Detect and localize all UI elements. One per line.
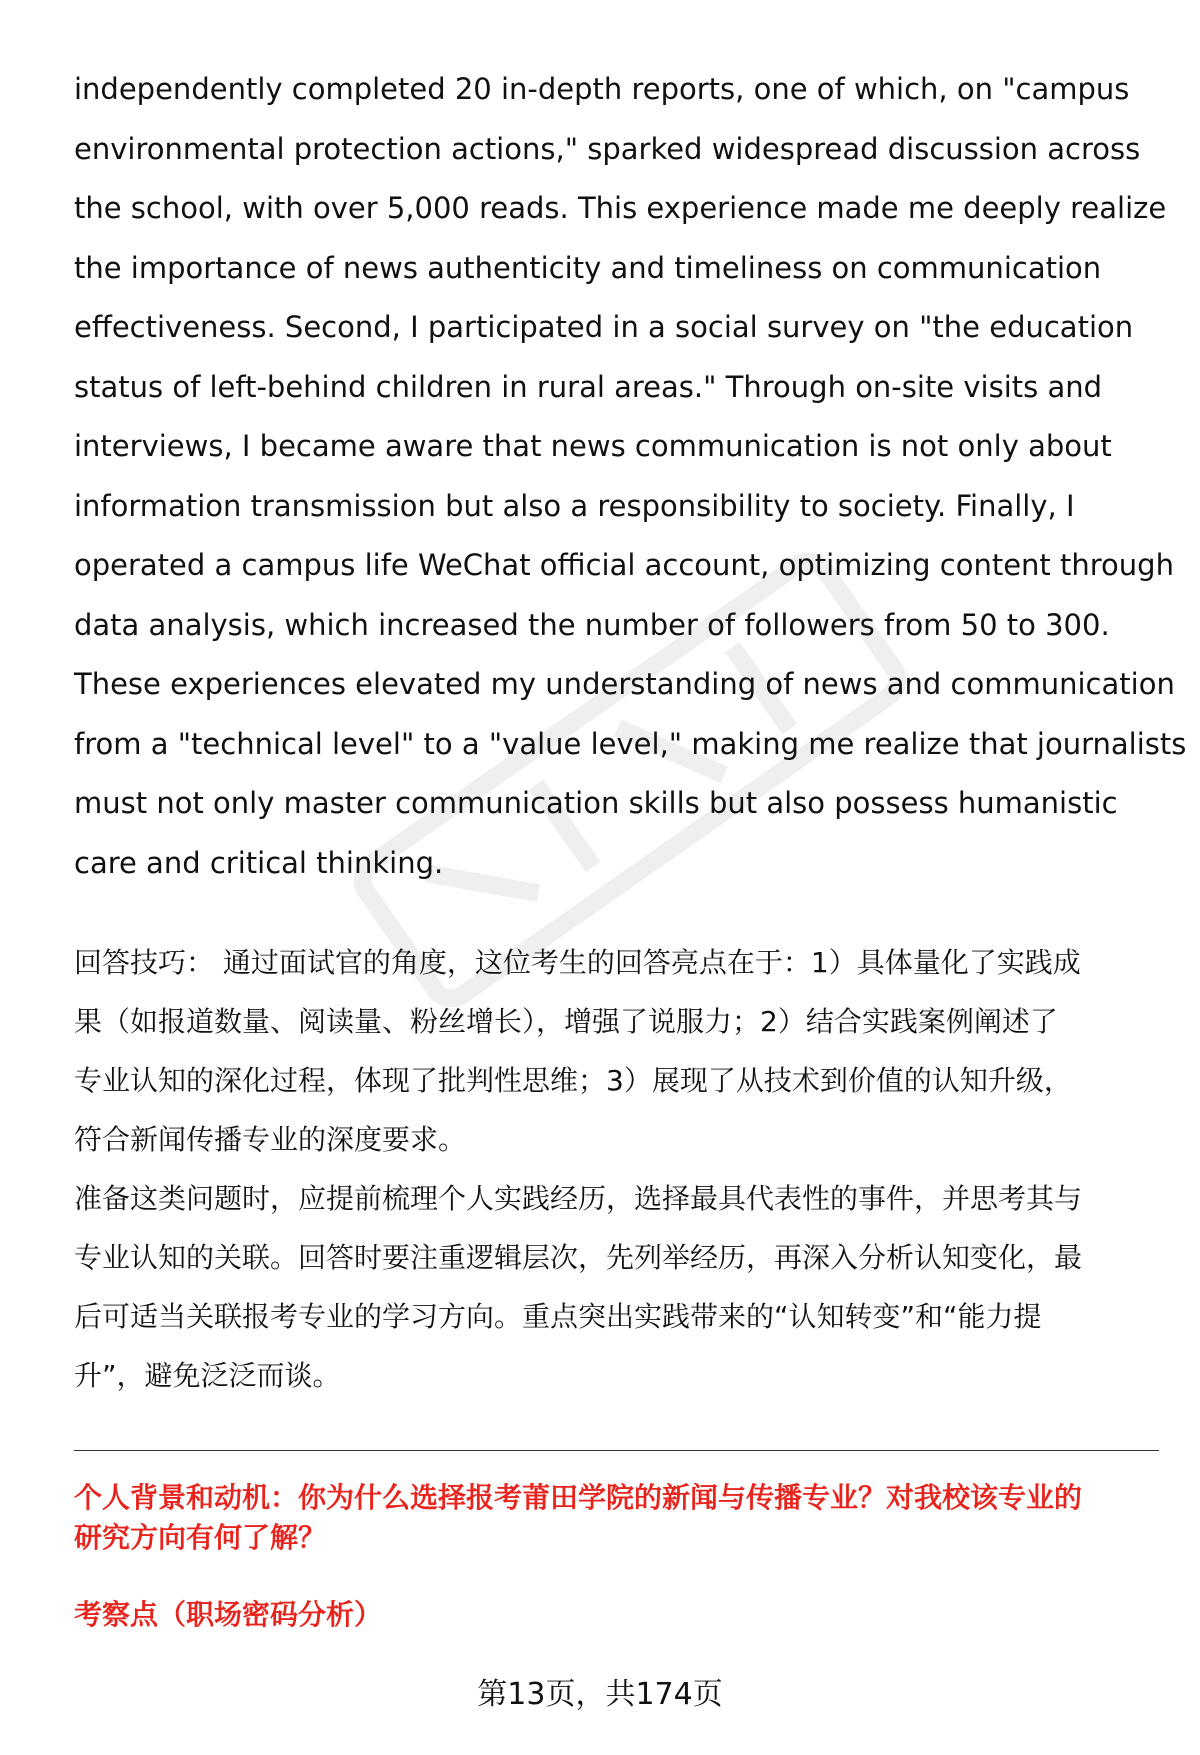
body-line: data analysis, which increased the number of followers from 50 to 300. (74, 607, 1110, 642)
section-heading: 考察点（职场密码分析） (74, 1598, 383, 1631)
interview-question (74, 1478, 1159, 1558)
tips-line: 专业认知的深化过程，体现了批判性思维；3）展现了从技术到价值的认知升级， (74, 1064, 1072, 1097)
question-line: 个人背景和动机：你为什么选择报考莆田学院的新闻与传播专业？对我校该专业的 (74, 1481, 1083, 1514)
tips-line: 专业认知的关联。回答时要注重逻辑层次，先列举经历，再深入分析认知变化，最 (74, 1241, 1083, 1274)
answer-tips-block (74, 933, 1159, 1405)
body-line: care and critical thinking. (74, 845, 444, 880)
tips-line: 果（如报道数量、阅读量、粉丝增长），增强了说服力；2）结合实践案例阐述了 (74, 1005, 1058, 1038)
section-divider (74, 1450, 1159, 1451)
body-line: the school, with over 5,000 reads. This experience made me deeply realize (74, 191, 1167, 225)
body-line: from a "technical level" to a "value level," making me realize that journalists (74, 726, 1187, 761)
body-line: interviews, I became aware that news communication is not only about (74, 429, 1112, 463)
question-line: 研究方向有何了解？ (74, 1521, 327, 1554)
body-line: status of left-behind children in rural areas." Through on-site visits and (74, 369, 1103, 404)
page-number: 第13页，共174页 (477, 1677, 723, 1712)
tips-line: 回答技巧： 通过面试官的角度，这位考生的回答亮点在于：1）具体量化了实践成 (74, 946, 1081, 979)
document-page (74, 60, 1187, 1405)
tips-line: 后可适当关联报考专业的学习方向。重点突出实践带来的“认知转变”和“能力提 (74, 1300, 1042, 1333)
answer-body-paragraph (74, 60, 1187, 893)
body-line: the importance of news authenticity and timeliness on communication (74, 250, 1102, 285)
body-line: These experiences elevated my understanding of news and communication (74, 667, 1175, 701)
body-line: independently completed 20 in-depth reports, one of which, on "campus (74, 72, 1130, 106)
body-line: information transmission but also a responsibility to society. Finally, I (74, 488, 1075, 523)
tips-line: 准备这类问题时，应提前梳理个人实践经历，选择最具代表性的事件，并思考其与 (74, 1182, 1083, 1215)
tips-line: 符合新闻传播专业的深度要求。 (74, 1123, 467, 1156)
body-line: must not only master communication skills but also possess humanistic (74, 786, 1118, 820)
tips-line: 升”，避免泛泛而谈。 (74, 1359, 341, 1392)
body-line: operated a campus life WeChat official account, optimizing content through (74, 548, 1174, 582)
body-line: effectiveness. Second, I participated in a social survey on "the education (74, 310, 1134, 344)
body-line: environmental protection actions," sparked widespread discussion across (74, 131, 1141, 166)
